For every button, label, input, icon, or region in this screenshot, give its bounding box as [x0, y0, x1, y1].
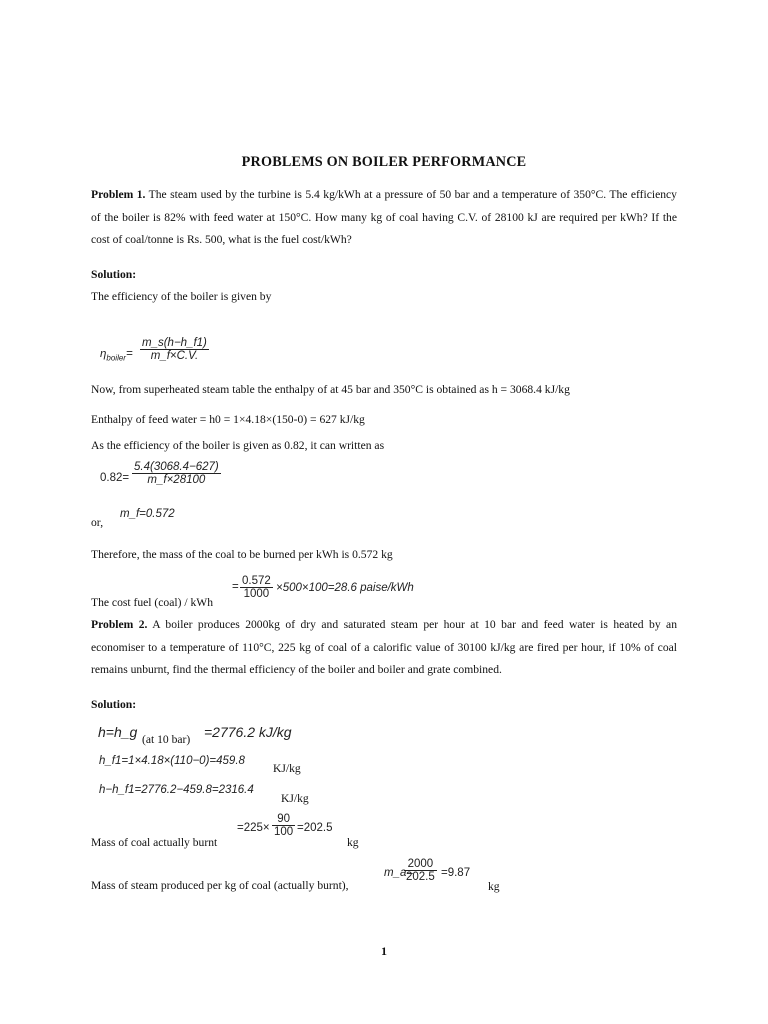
cost-result: ×500×100=28.6 paise/kWh: [276, 582, 414, 594]
efficiency-equation-fraction: [140, 337, 209, 362]
mass-coal-denominator: 100: [274, 826, 294, 838]
problem-2-label: Problem 2.: [91, 618, 148, 631]
equation-2-numerator: 5.4(3068.4−627): [134, 461, 219, 473]
solution-1-line-3: Enthalpy of feed water = h0 = 1×4.18×(150-0) = 627 kJ/kg: [91, 413, 365, 426]
solution-1-line-2: Now, from superheated steam table the enthalpy of at 45 bar and 350°C is obtained as h = 3068.4 kJ/kg: [91, 383, 570, 396]
s2-equation-1-note: (at 10 bar): [142, 733, 191, 746]
mass-steam-numerator: 2000: [404, 858, 437, 871]
s2-equation-3-unit: KJ/kg: [281, 792, 309, 805]
equation-2-denominator: m_f×28100: [147, 474, 206, 486]
s2-equation-1: h=h_g: [98, 724, 138, 740]
efficiency-equation-denominator: m_f×C.V.: [150, 350, 199, 362]
equation-2-fraction: [132, 461, 221, 486]
solution-2-heading: Solution:: [91, 698, 137, 711]
equation-2-lhs: 0.82=: [100, 472, 130, 484]
mass-coal-prefix: =225×: [237, 822, 270, 834]
mass-steam-value: =9.87: [441, 867, 471, 879]
s2-equation-3: h−h_f1=2776.2−459.8=2316.4: [99, 784, 254, 796]
mass-coal-label: Mass of coal actually burnt: [91, 836, 218, 849]
mass-coal-value: =202.5: [297, 822, 333, 834]
solution-1-line-4: As the efficiency of the boiler is given as 0.82, it can written as: [91, 439, 385, 452]
page-title: PROBLEMS ON BOILER PERFORMANCE: [241, 154, 527, 170]
or-label: or,: [91, 516, 104, 529]
efficiency-equation-lhs: $\eta_{boiler}=$: [100, 348, 133, 363]
mass-steam-denominator: 202.5: [406, 871, 435, 883]
problem-2-text: A boiler produces 2000kg of dry and saturated steam per hour at 10 bar and feed water is heated by an economiser to a temperature of 110°C, 225 kg of coal of a calorific value of 30100 kJ/kg are fired per hour, if 10% of coal remains unburnt, find the thermal efficiency of the boiler and boiler and grate combined.: [91, 618, 677, 676]
mass-steam-lhs: m_a=: [384, 867, 414, 879]
solution-1-line-5: Therefore, the mass of the coal to be burned per kWh is 0.572 kg: [91, 548, 393, 561]
s2-equation-2-unit: KJ/kg: [273, 762, 301, 775]
mass-coal-fraction: [272, 813, 295, 838]
cost-label: The cost fuel (coal) / kWh: [91, 596, 214, 609]
cost-equals-sign: =: [232, 581, 239, 593]
solution-1-line-1: The efficiency of the boiler is given by: [91, 290, 272, 303]
problem-2-paragraph: [91, 614, 677, 682]
equation-3: m_f=0.572: [120, 508, 175, 520]
mass-coal-unit: kg: [347, 836, 359, 849]
problem-1-label: Problem 1.: [91, 188, 146, 201]
mass-steam-unit: kg: [488, 880, 500, 893]
page-number: 1: [381, 944, 387, 958]
efficiency-equation-numerator: m_s(h−h_f1): [142, 337, 207, 349]
problem-1-text: The steam used by the turbine is 5.4 kg/kWh at a pressure of 50 bar and a temperature of 350°C. The efficiency of the boiler is 82% with feed water at 150°C. How many kg of coal having C.V. of 28100 kJ are required per kWh? If the cost of coal/tonne is Rs. 500, what is the fuel cost/kWh?: [91, 188, 677, 246]
mass-steam-fraction: [404, 858, 437, 883]
problem-1-paragraph: [91, 184, 677, 252]
cost-fraction: [240, 575, 273, 600]
mass-coal-numerator: 90: [272, 813, 295, 826]
solution-1-heading: Solution:: [91, 268, 137, 281]
cost-denominator: 1000: [243, 588, 270, 600]
cost-numerator: 0.572: [242, 575, 271, 587]
mass-steam-label: Mass of steam produced per kg of coal (actually burnt),: [91, 879, 349, 892]
s2-equation-1-value: =2776.2 kJ/kg: [204, 724, 292, 740]
s2-equation-2: h_f1=1×4.18×(110−0)=459.8: [99, 755, 245, 767]
